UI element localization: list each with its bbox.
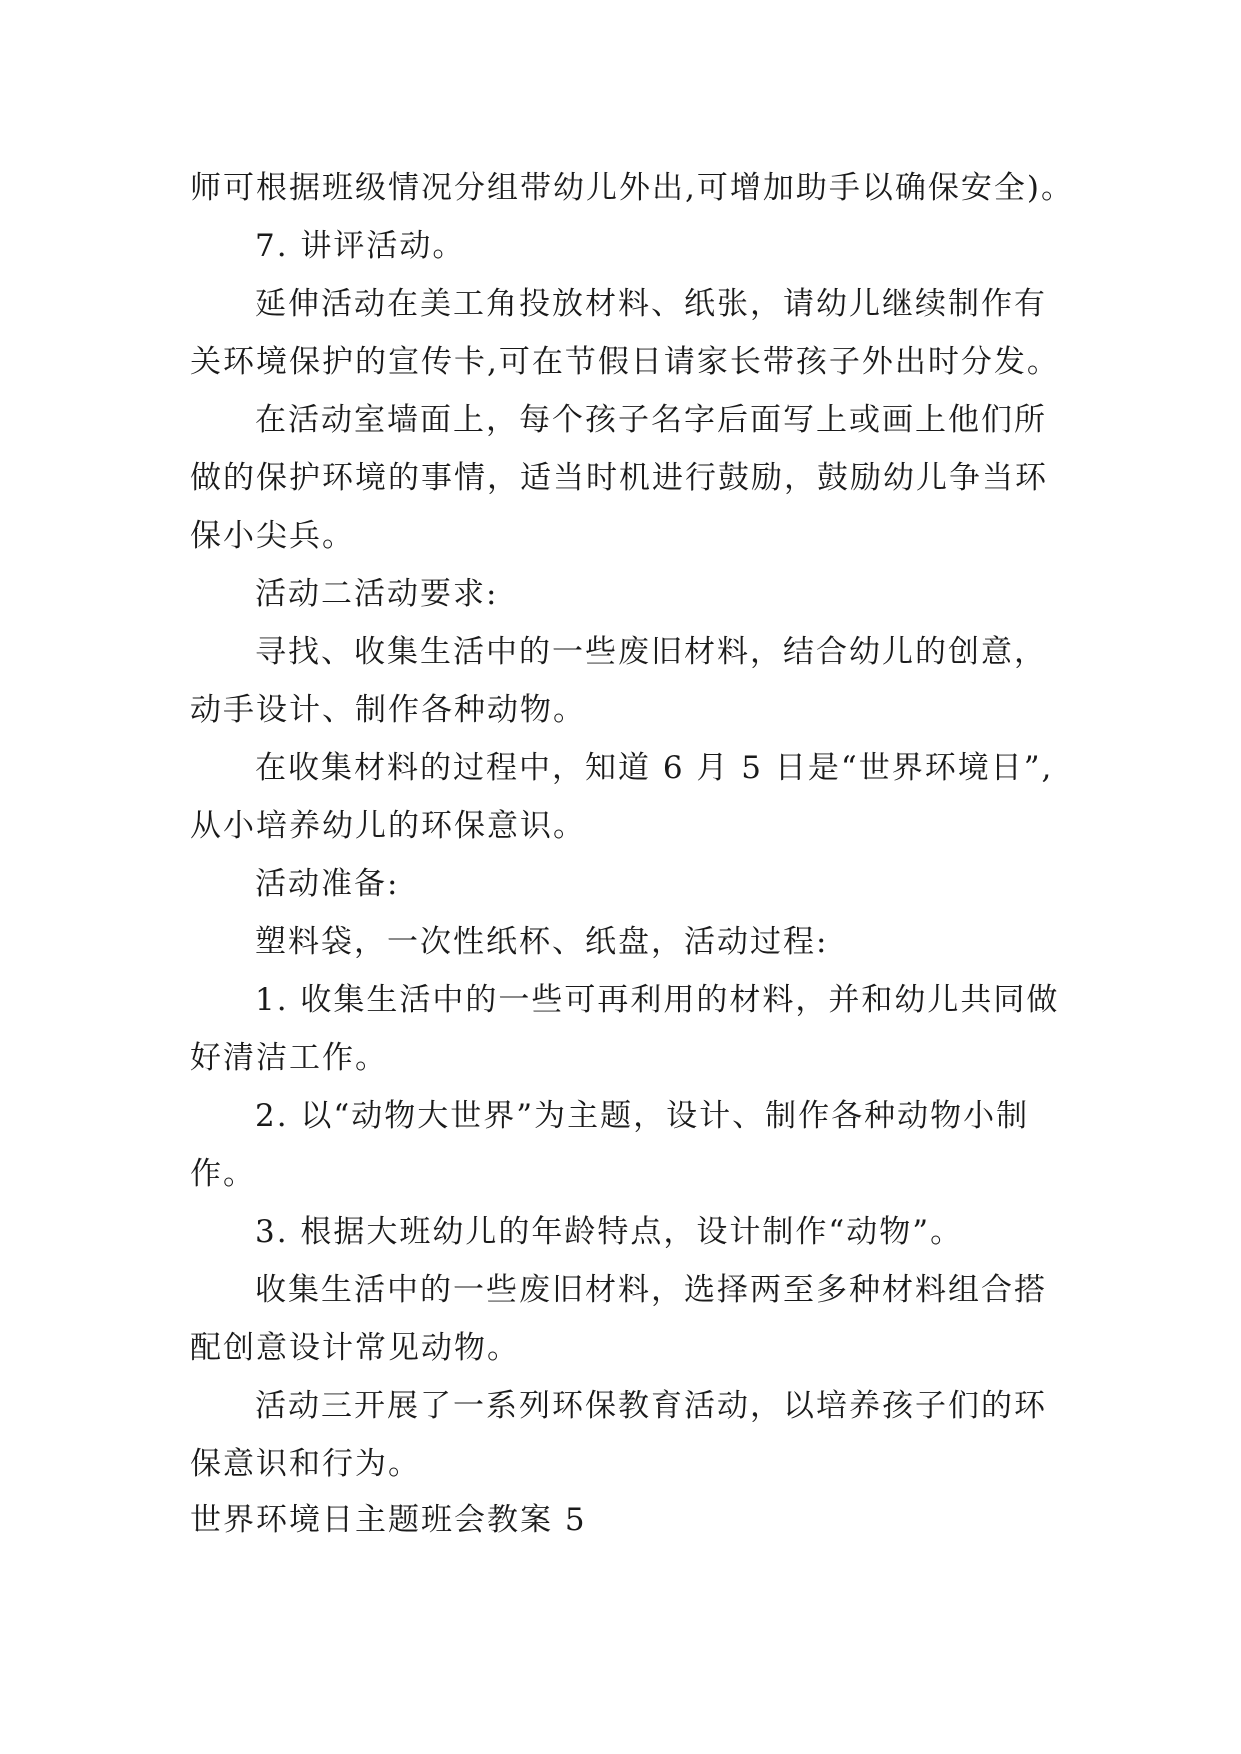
text-line: 动手设计、制作各种动物。 [190, 692, 586, 728]
text-line: 师可根据班级情况分组带幼儿外出,可增加助手以确保安全)。 [190, 170, 1074, 206]
section-heading: 活动二活动要求: [255, 576, 499, 612]
text-line: 7. 讲评活动。 [255, 228, 466, 264]
text-line: 寻找、收集生活中的一些废旧材料，结合幼儿的创意， [255, 634, 1047, 670]
text-line: 在收集材料的过程中，知道 6 月 5 日是“世界环境日”, [255, 750, 1054, 786]
text-line: 活动三开展了一系列环保教育活动，以培养孩子们的环 [255, 1388, 1047, 1424]
text-line: 配创意设计常见动物。 [190, 1330, 520, 1366]
text-line: 保意识和行为。 [190, 1446, 421, 1482]
text-line: 做的保护环境的事情，适当时机进行鼓励，鼓励幼儿争当环 [190, 460, 1048, 496]
list-item: 2. 以“动物大世界”为主题，设计、制作各种动物小制 [255, 1098, 1030, 1134]
text-line: 作。 [190, 1156, 256, 1192]
list-item: 1. 收集生活中的一些可再利用的材料，并和幼儿共同做 [255, 982, 1060, 1018]
text-line: 好清洁工作。 [190, 1040, 388, 1076]
text-line: 保小尖兵。 [190, 518, 355, 554]
text-line: 在活动室墙面上，每个孩子名字后面写上或画上他们所 [255, 402, 1047, 438]
list-item: 3. 根据大班幼儿的年龄特点，设计制作“动物”。 [255, 1214, 964, 1250]
document-title: 世界环境日主题班会教案 5 [190, 1502, 587, 1538]
section-heading: 活动准备: [255, 866, 400, 902]
text-line: 收集生活中的一些废旧材料，选择两至多种材料组合搭 [255, 1272, 1047, 1308]
text-line: 关环境保护的宣传卡,可在节假日请家长带孩子外出时分发。 [190, 344, 1060, 380]
text-line: 延伸活动在美工角投放材料、纸张，请幼儿继续制作有 [255, 286, 1047, 322]
text-line: 从小培养幼儿的环保意识。 [190, 808, 586, 844]
text-line: 塑料袋，一次性纸杯、纸盘，活动过程: [255, 924, 829, 960]
